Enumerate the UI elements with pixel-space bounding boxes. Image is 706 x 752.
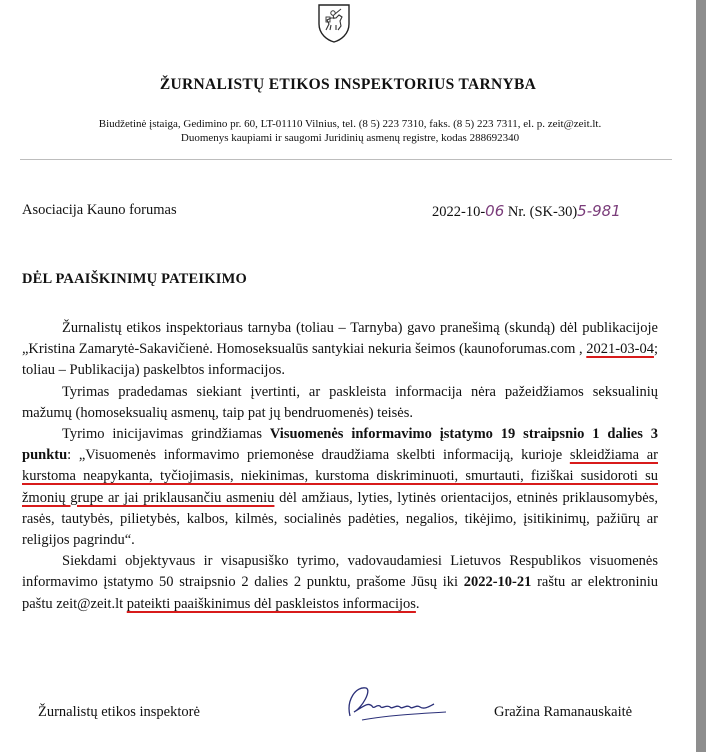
source-link-text: kaunoforumas.com <box>463 341 576 358</box>
handwritten-number: 5-981 <box>577 202 621 220</box>
org-info-line: Duomenys kaupiami ir saugomi Juridinių asmenų registre, kodas 288692340 <box>180 132 520 144</box>
date-prefix: 2022-10- <box>432 204 486 220</box>
highlighted-quote: skleidžiama ar kurstoma neapykanta, tyčiojimasis, niekinimas, kurstoma diskriminuoti, smurtauti, fiziškai susidoroti su žmonių grupe ar jai priklausančiu asmeniu <box>22 447 658 506</box>
text: Žurnalistų etikos inspektoriaus tarnyba (toliau – Tarnyba) gavo pranešimą (skundą) dėl publikacijoje „Kristina Zamarytė-Sakavičienė. Homoseksualūs santykiai nekuria šeimos ( <box>22 320 658 358</box>
law-reference: Visuomenės informavimo įstatymo 19 straipsnio 1 dalies 3 punktu <box>22 426 659 464</box>
letter-subject: DĖL PAAIŠKINIMŲ PATEIKIMO <box>22 271 247 287</box>
text: ; toliau – Publikacija) paskelbtos informacijos. <box>22 341 658 379</box>
header-divider <box>20 159 672 160</box>
date-and-number <box>432 202 621 221</box>
highlighted-request: pateikti paaiškinimus dėl paskleistos informacijos <box>126 595 416 612</box>
deadline-date: 2022-10-21 <box>463 574 532 591</box>
coat-of-arms-icon <box>316 2 352 44</box>
text: , <box>575 341 587 358</box>
text: raštu ar elektroniniu paštu zeit@zeit.lt <box>22 574 658 612</box>
number-label: Nr. (SK-30) <box>504 204 578 220</box>
text: dėl amžiaus, lyties, lytinės orientacijos, etninės priklausomybės, rasės, tautybės, pilietybės, kalbos, kilmės, socialinės padėties, negalios, tikėjimo, įsitikinimų, pažiūrų ar religijos pagrindu“. <box>22 489 658 549</box>
handwritten-signature-icon <box>342 680 454 724</box>
paragraph <box>22 318 658 382</box>
signer-name: Gražina Ramanauskaitė <box>494 704 633 720</box>
text: . <box>415 595 420 612</box>
text: Tyrimo inicijavimas grindžiamas <box>62 426 270 443</box>
publication-date: 2021-03-04 <box>586 341 654 358</box>
letter-body <box>22 318 658 615</box>
paragraph <box>22 551 658 615</box>
scrollbar-track[interactable] <box>696 0 706 752</box>
org-info-line: Biudžetinė įstaiga, Gedimino pr. 60, LT-01110 Vilnius, tel. (8 5) 223 7310, faks. (8 5) 223 7311, el. p. zeit@zeit.lt. <box>98 118 602 130</box>
org-info <box>40 117 660 145</box>
text: : „Visuomenės informavimo priemonėse draudžiama skelbti informaciją, kurioje <box>67 447 570 464</box>
org-title: ŽURNALISTŲ ETIKOS INSPEKTORIUS TARNYBA <box>159 76 537 93</box>
signer-title: Žurnalistų etikos inspektorė <box>38 704 200 720</box>
text: Siekdami objektyvaus ir visapusiško tyrimo, vadovaudamiesi Lietuvos Respublikos visuomenės informavimo įstatymo 50 straipsnio 2 dalies 2 punktu, prašome Jūsų iki <box>22 553 658 591</box>
handwritten-day: 06 <box>485 202 505 220</box>
paragraph: Tyrimas pradedamas siekiant įvertinti, ar paskleista informacija nėra pažeidžiamos seksualinių mažumų (homoseksualių asmenų, taip pat jų bendruomenės) teisės. <box>22 383 658 421</box>
recipient: Asociacija Kauno forumas <box>22 202 177 218</box>
paragraph <box>22 424 658 551</box>
